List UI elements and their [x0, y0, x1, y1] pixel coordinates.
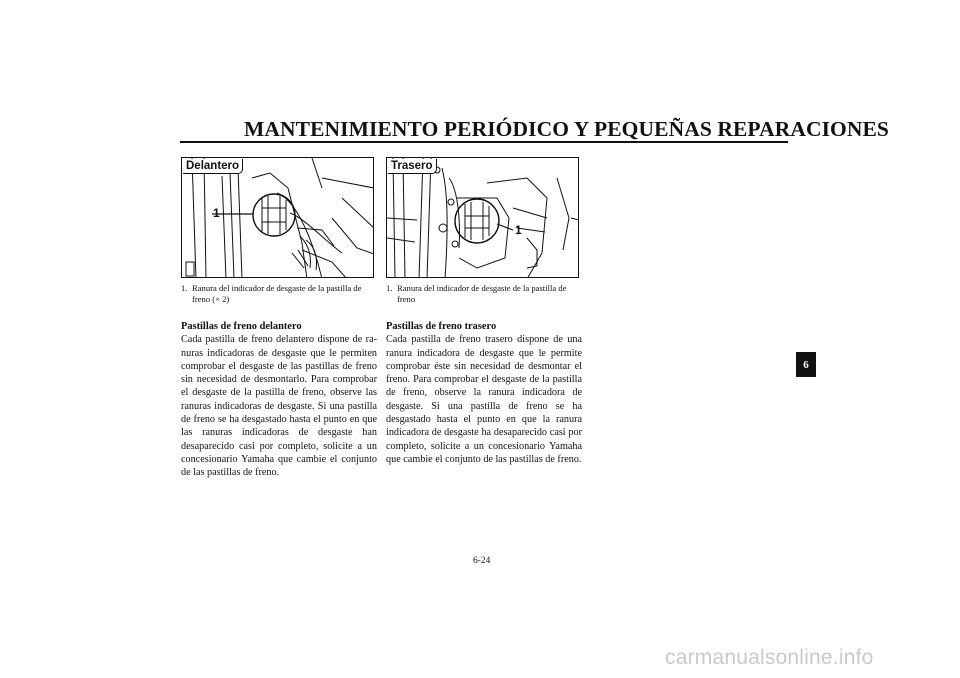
rear-brake-drawing — [387, 158, 579, 278]
caption-number: 1. — [386, 283, 393, 293]
front-brake-illustration — [181, 157, 374, 278]
section-body-rear: Cada pastilla de freno trasero dispone de una ranura indicadora de desgaste que le permite comprobar éste sin necesidad de desmontar el freno. Para comprobar el desgaste de la pastilla de freno, observe la ranura indicadora de desgaste. Si una pastilla de freno se ha desgastado hasta el punto en que la ranura indicadora de desgaste ha desaparecido casi por completo, solicite a un concesionario Yamaha que cambie el conjunto de las pastillas de freno. — [386, 334, 582, 465]
rear-brake-illustration — [386, 157, 579, 278]
figure-caption-rear — [386, 283, 582, 305]
watermark: carmanualsonline.info — [665, 646, 874, 669]
figure-caption-front — [181, 283, 377, 305]
rear-brake-section — [386, 320, 582, 466]
header-rule — [180, 141, 788, 143]
section-heading-front: Pastillas de freno delantero — [181, 321, 302, 332]
page-title: MANTENIMIENTO PERIÓDICO Y PEQUEÑAS REPARACIONES — [244, 117, 889, 141]
callout-number: 1 — [515, 223, 522, 237]
caption-text: Ranura del indicador de desgaste de la pastilla de freno (× 2) — [192, 283, 362, 304]
page-number: 6-24 — [473, 556, 491, 566]
callout-number: 1 — [213, 206, 220, 220]
front-brake-drawing — [182, 158, 374, 278]
section-body-front: Cada pastilla de freno delantero dispone de ranuras indicadoras de desgaste que le permiten comprobar el desgaste de las pastillas de freno sin necesidad de desmontarlo. Para comprobar el desgaste de la pastilla de freno, observe las ranuras indicadoras de desgaste. Si una pastilla de freno se ha desgastado hasta el punto en que las ranuras indicadoras de desgaste han desaparecido casi por completo, solicite a un concesionario Yamaha que cambie el conjunto de las pastillas de freno. — [181, 334, 377, 479]
front-brake-section — [181, 320, 377, 480]
caption-number: 1. — [181, 283, 188, 293]
chapter-tab: 6 — [796, 352, 816, 377]
caption-text: Ranura del indicador de desgaste de la pastilla de freno — [397, 283, 567, 304]
figure-tag-front: Delantero — [183, 159, 243, 174]
section-heading-rear: Pastillas de freno trasero — [386, 321, 497, 332]
figure-tag-rear: Trasero — [388, 159, 437, 174]
